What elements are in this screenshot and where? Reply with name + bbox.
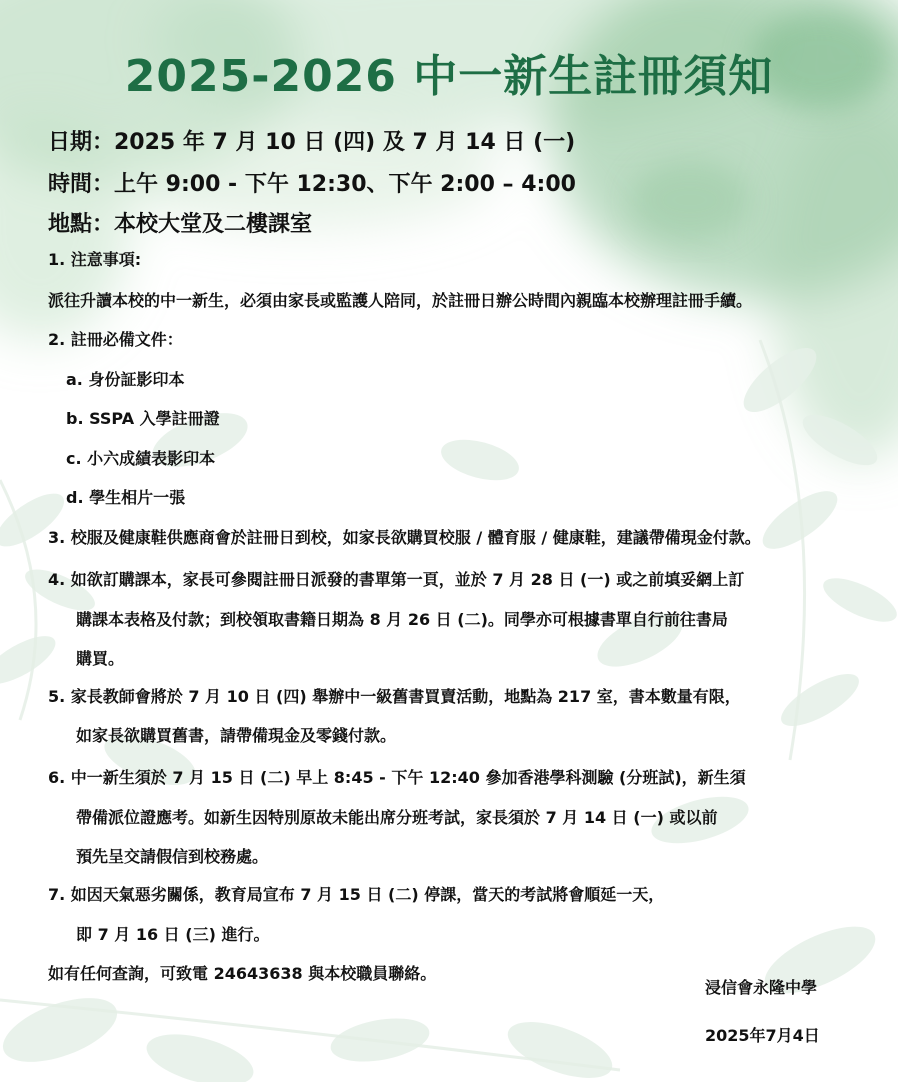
notice-heading-1: 1. 注意事項: [48, 250, 142, 269]
document-item: d. 學生相片一張 [66, 488, 186, 507]
notice-item-5: 5. 家長教師會將於 7 月 10 日 (四) 舉辦中一級舊書買賣活動，地點為 217 室，書本數量有限， [48, 687, 741, 706]
notice-item-6-cont: 帶備派位證應考。如新生因特別原故未能出席分班考試，家長須於 7 月 14 日 (一) 或以前 [76, 808, 718, 827]
notice-item-6: 6. 中一新生須於 7 月 15 日 (二) 早上 8:45 - 下午 12:40 參加香港學科測驗 (分班試)，新生須 [48, 768, 746, 787]
school-name: 浸信會永隆中學 [705, 978, 818, 997]
document-item: b. SSPA 入學註冊證 [66, 409, 220, 428]
notice-text-1: 派往升讀本校的中一新生，必須由家長或監護人陪同，於註冊日辦公時間內親臨本校辦理註冊手續。 [48, 291, 753, 310]
notice-item-5-cont: 如家長欲購買舊書，請帶備現金及零錢付款。 [76, 726, 397, 745]
document-item: a. 身份証影印本 [66, 370, 185, 389]
notice-item-4: 4. 如欲訂購課本，家長可參閱註冊日派發的書單第一頁，並於 7 月 28 日 (一) 或之前填妥網上訂 [48, 570, 745, 589]
registration-time: 時間：上午 9:00 - 下午 12:30、下午 2:00 – 4:00 [48, 172, 576, 197]
document-item: c. 小六成績表影印本 [66, 449, 216, 468]
enquiry-text: 如有任何查詢，可致電 24643638 與本校職員聯絡。 [48, 964, 437, 983]
registration-date: 日期：2025 年 7 月 10 日 (四) 及 7 月 14 日 (一) [48, 130, 576, 155]
issue-date: 2025年7月4日 [705, 1026, 820, 1045]
notice-item-7: 7. 如因天氣惡劣關係，教育局宣布 7 月 15 日 (二) 停課，當天的考試將會順延一天， [48, 885, 665, 904]
notice-heading-2: 2. 註冊必備文件： [48, 330, 183, 349]
notice-item-7-cont: 即 7 月 16 日 (三) 進行。 [76, 925, 270, 944]
registration-venue: 地點：本校大堂及二樓課室 [48, 212, 313, 237]
notice-item-6-cont: 預先呈交請假信到校務處。 [76, 847, 269, 866]
page-title: 2025-2026 中一新生註冊須知 [124, 51, 774, 102]
notice-item-4-cont: 購買。 [76, 649, 125, 668]
notice-item-3: 3. 校服及健康鞋供應商會於註冊日到校，如家長欲購買校服 / 體育服 / 健康鞋，建議帶備現金付款。 [48, 528, 761, 547]
notice-item-4-cont: 購課本表格及付款；到校領取書籍日期為 8 月 26 日 (二)。同學亦可根據書單自行前往書局 [76, 610, 728, 629]
